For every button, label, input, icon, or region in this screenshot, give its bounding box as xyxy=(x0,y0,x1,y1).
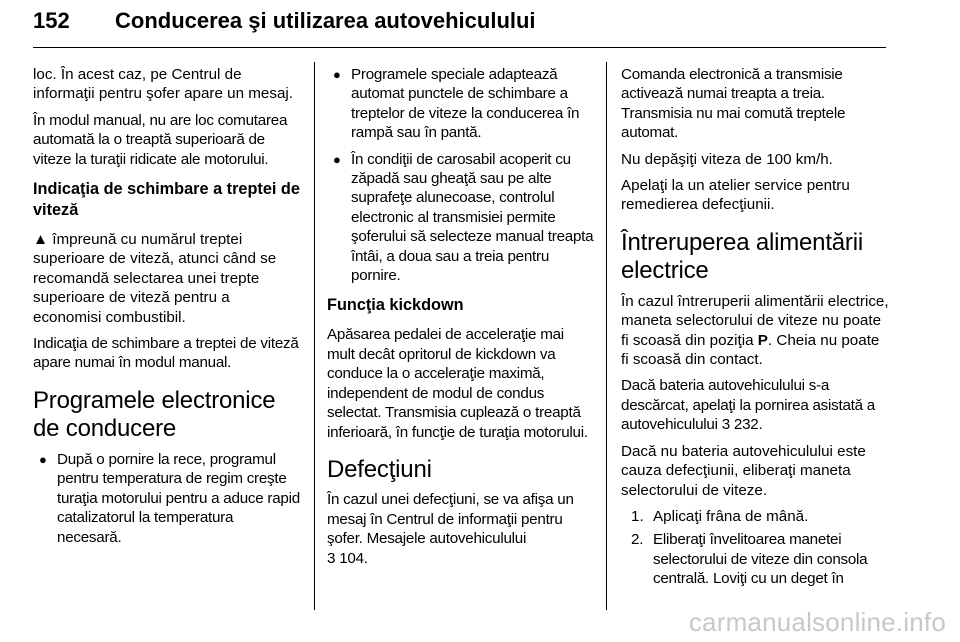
list-item-text: Programele speciale adaptează automat punctele de schimbare a treptelor de viteze la conducerea în rampă sau în pantă. xyxy=(351,66,580,142)
paragraph: Apăsarea pedalei de acceleraţie mai mult decât opritorul de kickdown va conduce la o acceleraţie maximă, independent de modul de condus selectat. Transmisia cuplează o treaptă inferioară, în funcţie de turaţia motorului. xyxy=(327,326,588,441)
paragraph: Dacă nu bateria autovehiculului este cauza defecţiunii, eliberaţi maneta selectorului de viteze. xyxy=(621,442,866,499)
column-1 xyxy=(33,65,301,554)
column-2 xyxy=(327,65,595,575)
page-header xyxy=(33,6,886,36)
paragraph: Indicaţia de schimbare a treptei de viteză apare numai în modul manual. xyxy=(33,335,299,372)
paragraph xyxy=(621,376,889,434)
list-number: 2. xyxy=(631,531,644,549)
list-item xyxy=(621,530,889,588)
paragraph xyxy=(33,230,301,327)
paragraph-text: . Cheia nu poate fi scoasă din contact. xyxy=(621,331,880,369)
paragraph xyxy=(327,490,595,568)
paragraph: Apelaţi la un atelier service pentru remedierea defecţiunii. xyxy=(621,177,850,214)
page-number: 152 xyxy=(33,8,70,33)
page-reference-icon: 3 xyxy=(327,549,336,567)
bullet-icon: ● xyxy=(39,451,47,467)
section-heading-faults: Defecţiuni xyxy=(327,455,432,483)
paragraph xyxy=(621,292,889,370)
list-item xyxy=(327,150,595,286)
page-reference-icon: 3 xyxy=(721,416,730,434)
paragraph-text: În cazul unei defecţiuni, se va afişa un mesaj în Centrul de informaţii pentru şofer. Mesajele autovehiculului xyxy=(327,491,574,548)
list-item xyxy=(621,507,889,526)
bullet-list xyxy=(33,450,301,547)
page-reference[interactable]: 232. xyxy=(733,416,763,434)
list-item-text: În condiţii de carosabil acoperit cu zăpadă sau gheaţă sau pe alte suprafeţe alunecoase, controlul electronic al transmisiei permite şoferului să selecteze manual treapta întâi, a doua sau a treia pentru pornire. xyxy=(351,150,594,285)
section-heading-kickdown: Funcţia kickdown xyxy=(327,296,464,315)
section-heading-drive-programs: Programele electronice de conducere xyxy=(33,386,276,443)
numbered-list xyxy=(621,507,889,589)
list-item-text: Aplicaţi frâna de mână. xyxy=(653,507,809,525)
gear-position-label: P xyxy=(757,331,768,349)
paragraph-text: împreună cu numărul treptei superioare de viteză, atunci când se recomandă selectarea unei trepte superioare de viteză pentru a economisi combustibil. xyxy=(33,231,277,326)
up-arrow-icon: ▲ xyxy=(33,231,49,249)
paragraph-text: Dacă bateria autovehiculului s-a descărcat, apelaţi la pornirea asistată a autovehiculului xyxy=(621,377,875,434)
list-number: 1. xyxy=(631,507,644,525)
list-item-text: După o pornire la rece, programul pentru temperatura de regim creşte turaţia motorului pentru a aduce rapid catalizatorul la temperatura necesară. xyxy=(57,450,300,546)
bullet-icon: ● xyxy=(333,151,341,167)
bullet-icon: ● xyxy=(333,67,341,82)
column-3 xyxy=(621,65,889,593)
page-title: Conducerea şi utilizarea autovehiculului xyxy=(115,8,536,33)
column-divider-1 xyxy=(314,62,315,610)
paragraph: Comanda electronică a transmisie activează numai treapta a treia. Transmisia nu mai comută treptele automat. xyxy=(621,66,846,142)
section-heading-power-interruption: Întreruperea alimentării electrice xyxy=(621,228,863,285)
list-item xyxy=(33,450,301,547)
column-divider-2 xyxy=(606,62,607,610)
list-item-text: Eliberaţi învelitoarea manetei selectorului de viteze din consola centrală. Loviţi cu un deget în xyxy=(653,531,868,588)
page-reference[interactable]: 104. xyxy=(339,549,368,567)
list-item xyxy=(327,65,595,143)
header-rule xyxy=(33,47,886,48)
paragraph: loc. În acest caz, pe Centrul de informaţii pentru şofer apare un mesaj. xyxy=(33,66,294,103)
paragraph-text: În cazul întreruperii alimentării electrice, maneta selectorului de viteze nu poate fi scoasă din poziţia xyxy=(621,292,889,349)
paragraph: Nu depăşiţi viteza de 100 km/h. xyxy=(621,150,833,168)
paragraph: În modul manual, nu are loc comutarea automată la o treaptă superioară de viteze la turaţii ridicate ale motorului. xyxy=(33,111,288,168)
section-heading-shift-indicator: Indicaţia de schimbare a treptei de viteză xyxy=(33,180,300,220)
bullet-list xyxy=(327,65,595,285)
watermark: carmanualsonline.info xyxy=(688,607,946,637)
